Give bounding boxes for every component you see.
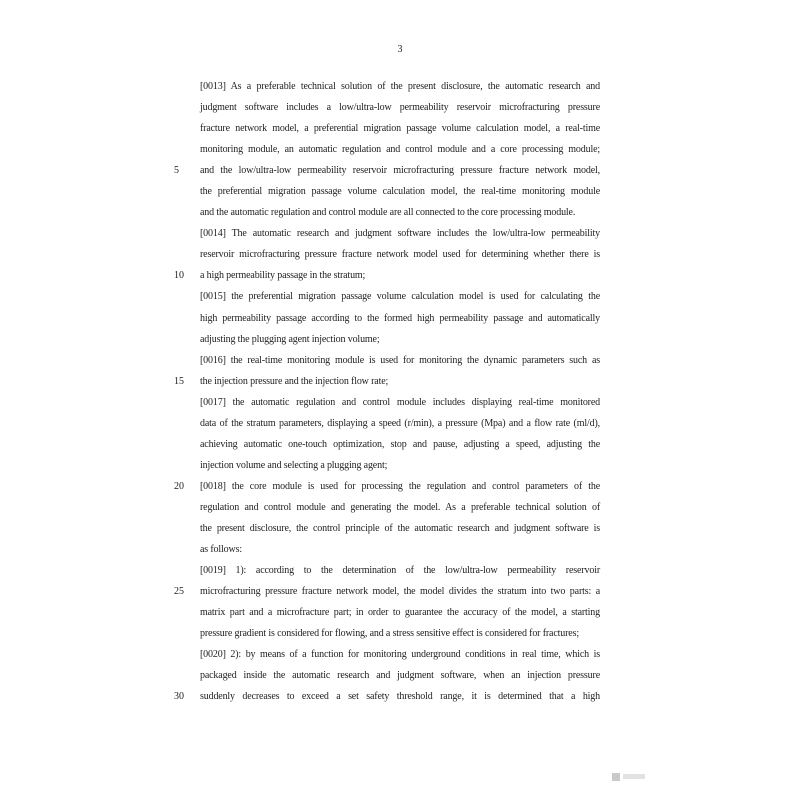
text-line	[174, 476, 600, 497]
line-text: adjusting the plugging agent injection volume;	[200, 333, 380, 345]
text-line	[200, 413, 600, 434]
text-line	[200, 644, 600, 665]
line-text: matrix part and a microfracture part; in order to guarantee the accuracy of the model, a starting	[200, 607, 600, 619]
line-text: monitoring module, an automatic regulation and control module and a core processing module;	[200, 144, 600, 156]
line-number: 20	[174, 480, 184, 492]
text-line	[174, 686, 600, 707]
line-text: the present disclosure, the control principle of the automatic research and judgment software is	[200, 522, 600, 534]
text-line	[174, 265, 600, 286]
text-line	[200, 97, 600, 118]
text-line	[174, 160, 600, 181]
line-text: and the low/ultra-low permeability reservoir microfracturing pressure fracture network model,	[200, 165, 600, 177]
text-line	[200, 665, 600, 686]
text-line	[200, 181, 600, 202]
text-line	[174, 371, 600, 392]
line-text: [0019] 1): according to the determination of the low/ultra-low permeability reservoir	[200, 565, 600, 577]
line-text: [0013] As a preferable technical solution of the present disclosure, the automatic research and	[200, 81, 600, 92]
text-line	[200, 286, 600, 307]
line-text: [0020] 2): by means of a function for monitoring underground conditions in real time, which is	[200, 649, 600, 661]
paragraph-0016	[174, 350, 600, 392]
text-line	[200, 434, 600, 455]
line-text: judgment software includes a low/ultra-low permeability reservoir microfracturing pressure	[200, 102, 600, 114]
paragraph-0017	[200, 392, 600, 476]
line-text: data of the stratum parameters, displaying a speed (r/min), a pressure (Mpa) and a flow rate (ml/d),	[200, 417, 600, 429]
line-text: the injection pressure and the injection flow rate;	[200, 375, 389, 387]
qr-watermark-icon	[612, 773, 620, 781]
document-body	[174, 76, 600, 707]
line-text: [0016] the real-time monitoring module is used for monitoring the dynamic parameters such as	[200, 354, 600, 366]
text-line	[200, 139, 600, 160]
line-text: injection volume and selecting a plugging agent;	[200, 459, 388, 471]
line-text: as follows:	[200, 544, 242, 556]
paragraph-0015	[200, 286, 600, 349]
line-text: and the automatic regulation and control module are all connected to the core processing module.	[200, 207, 576, 219]
line-text: pressure gradient is considered for flowing, and a stress sensitive effect is considered for fractures;	[200, 628, 579, 640]
paragraph-0013	[174, 76, 600, 223]
text-line	[200, 202, 600, 223]
line-text: [0017] the automatic regulation and control module includes displaying real-time monitored	[200, 396, 600, 408]
line-text: the preferential migration passage volume calculation model, the real-time monitoring module	[200, 186, 600, 198]
text-line	[200, 602, 600, 623]
text-line	[200, 329, 600, 350]
line-number: 30	[174, 691, 184, 703]
line-text: high permeability passage according to the formed high permeability passage and automatically	[200, 312, 600, 324]
line-text: [0018] the core module is used for processing the regulation and control parameters of the	[200, 480, 600, 492]
paragraph-0014	[174, 223, 600, 286]
text-line	[200, 539, 600, 560]
line-number: 10	[174, 270, 184, 282]
paragraph-0018	[174, 476, 600, 560]
paragraph-0019	[174, 560, 600, 644]
line-number: 5	[174, 165, 179, 177]
text-line	[200, 350, 600, 371]
line-text: suddenly decreases to exceed a set safety threshold range, it is determined that a high	[200, 691, 600, 703]
line-text: [0015] the preferential migration passage volume calculation model is used for calculating the	[200, 291, 600, 303]
text-line	[200, 244, 600, 265]
text-line	[200, 76, 600, 97]
line-text: reservoir microfracturing pressure fracture network model used for determining whether there is	[200, 249, 600, 261]
watermark-logo	[623, 774, 645, 779]
page-number: 3	[397, 44, 403, 55]
text-line	[200, 497, 600, 518]
line-text: [0014] The automatic research and judgment software includes the low/ultra-low permeability	[200, 228, 600, 240]
paragraph-0020	[174, 644, 600, 707]
line-text: fracture network model, a preferential migration passage volume calculation model, a real-time	[200, 123, 600, 135]
text-line	[174, 581, 600, 602]
line-number: 15	[174, 375, 184, 387]
text-line	[200, 392, 600, 413]
line-text: achieving automatic one-touch optimization, stop and pause, adjusting a speed, adjusting the	[200, 438, 600, 450]
line-number: 25	[174, 586, 184, 598]
line-text: regulation and control module and generating the model. As a preferable technical solution of	[200, 501, 600, 513]
text-line	[200, 518, 600, 539]
text-line	[200, 560, 600, 581]
text-line	[200, 223, 600, 244]
text-line	[200, 623, 600, 644]
text-line	[200, 308, 600, 329]
text-line	[200, 455, 600, 476]
line-text: packaged inside the automatic research and judgment software, when an injection pressure	[200, 670, 600, 682]
line-text: microfracturing pressure fracture network model, the model divides the stratum into two parts: a	[200, 586, 600, 598]
line-text: a high permeability passage in the stratum;	[200, 270, 366, 282]
text-line	[200, 118, 600, 139]
